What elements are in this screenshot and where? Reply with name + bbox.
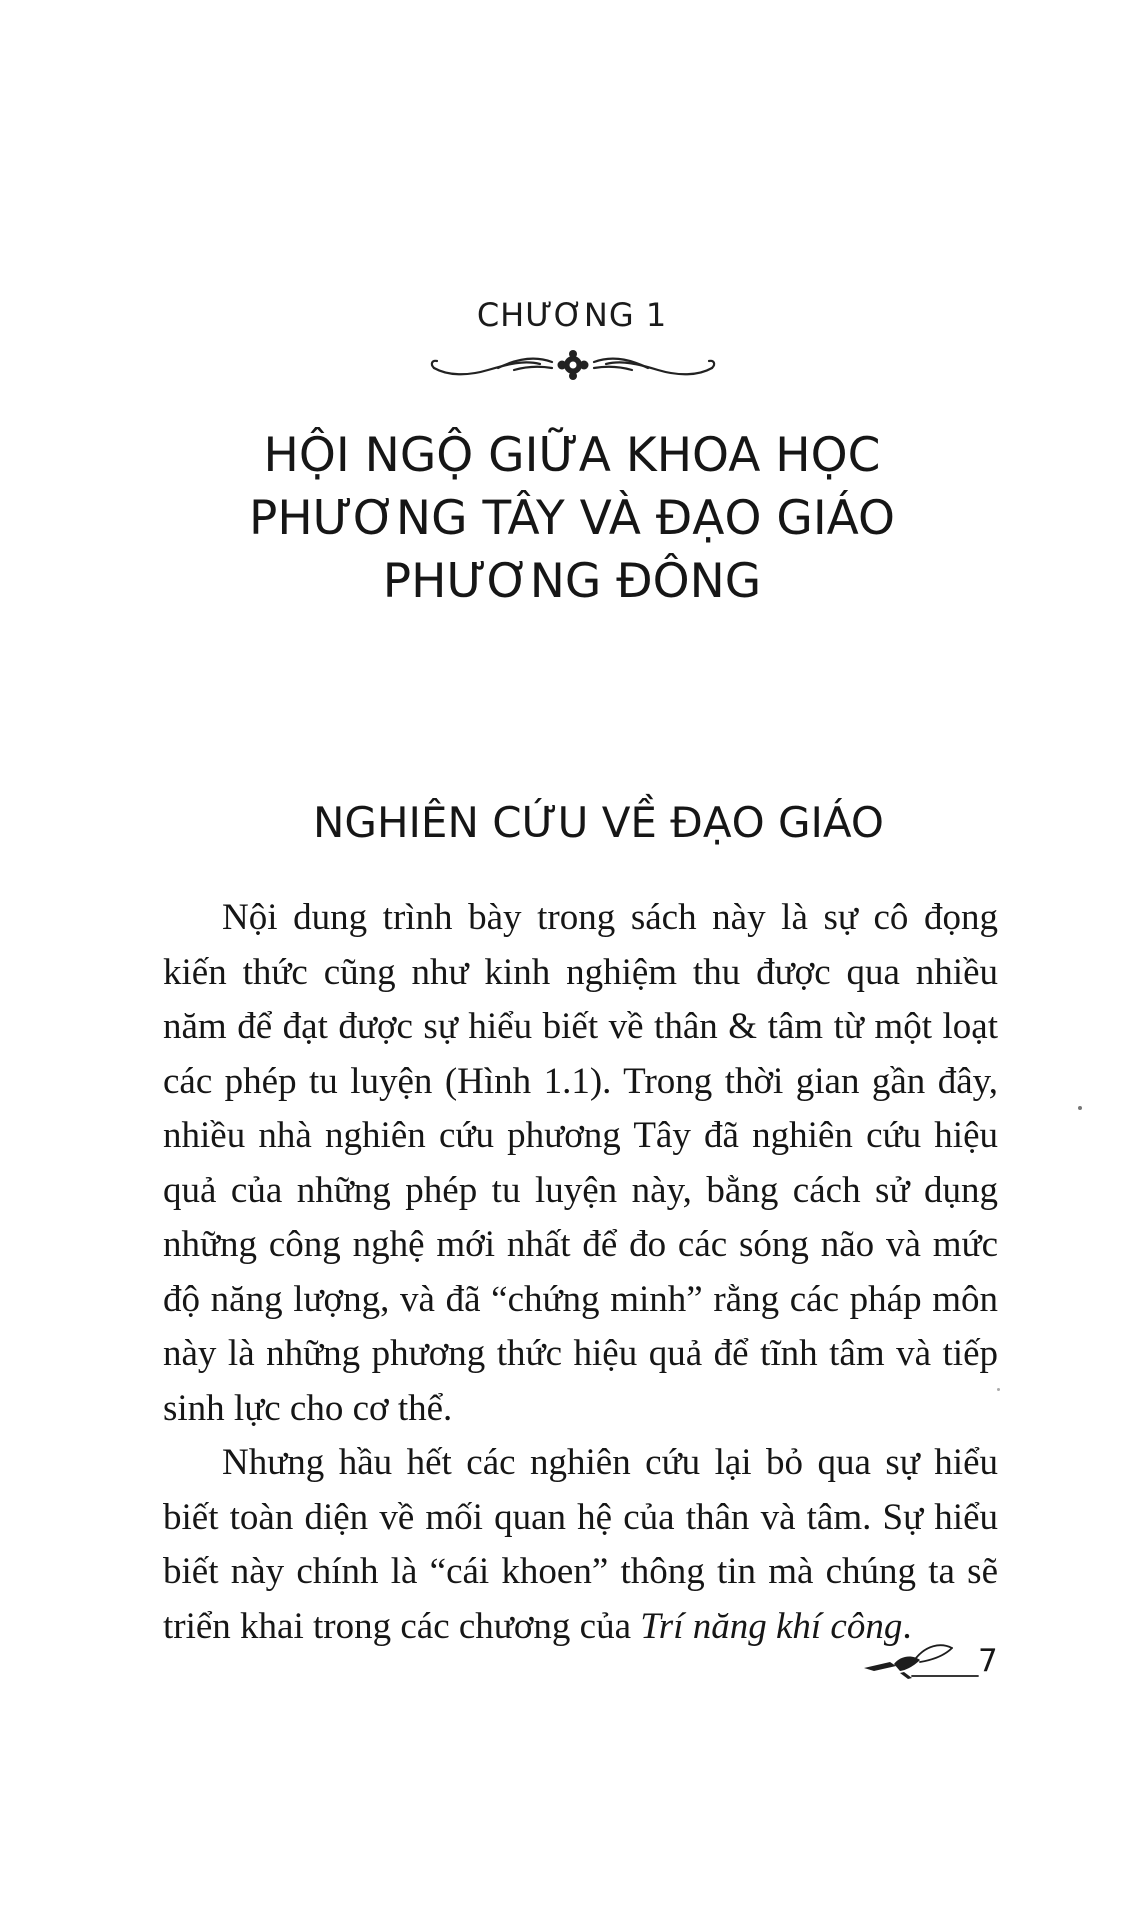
paragraph-text: Nhưng hầu hết các nghiên cứu lại bỏ qua sự hiểu biết toàn diện về mối quan hệ của thân và tâm. Sự hiểu biết này chính là “cái khoen” thông tin mà chúng ta sẽ triển khai trong các chương của: [163, 1442, 998, 1647]
chapter-label: CHƯƠNG 1: [476, 296, 668, 334]
section-heading: NGHIÊN CỨU VỀ ĐẠO GIÁO: [313, 798, 884, 847]
chapter-title-line: HỘI NGỘ GIỮA KHOA HỌC: [263, 428, 881, 483]
crane-ornament-icon: [860, 1640, 980, 1680]
paper-speck: [1078, 1106, 1082, 1110]
paragraph-end: .: [902, 1605, 912, 1647]
flourish-ornament-icon: [428, 346, 718, 384]
page-number: 7: [978, 1643, 998, 1679]
paper-speck: [997, 1388, 1000, 1391]
chapter-title-line: PHƯƠNG ĐÔNG: [382, 554, 762, 609]
chapter-title-line: PHƯƠNG TÂY VÀ ĐẠO GIÁO: [249, 491, 895, 546]
paragraph: [163, 891, 998, 1436]
paragraph: [163, 1436, 998, 1654]
body-text: [163, 891, 998, 1654]
book-title-italic: Trí năng khí công: [640, 1605, 903, 1647]
chapter-title: [0, 424, 1144, 613]
paragraph-text: Nội dung trình bày trong sách này là sự cô đọng kiến thức cũng như kinh nghiệm thu được qua nhiều năm để đạt được sự hiểu biết về thân & tâm từ một loạt các phép tu luyện (Hình 1.1). Trong thời gian gần đây, nhiều nhà nghiên cứu phương Tây đã nghiên cứu hiệu quả của những phép tu luyện này, bằng cách sử dụng những công nghệ mới nhất để đo các sóng não và mức độ năng lượng, và đã “chứng minh” rằng các pháp môn này là những phương thức hiệu quả để tĩnh tâm và tiếp sinh lực cho cơ thể.: [163, 897, 998, 1429]
